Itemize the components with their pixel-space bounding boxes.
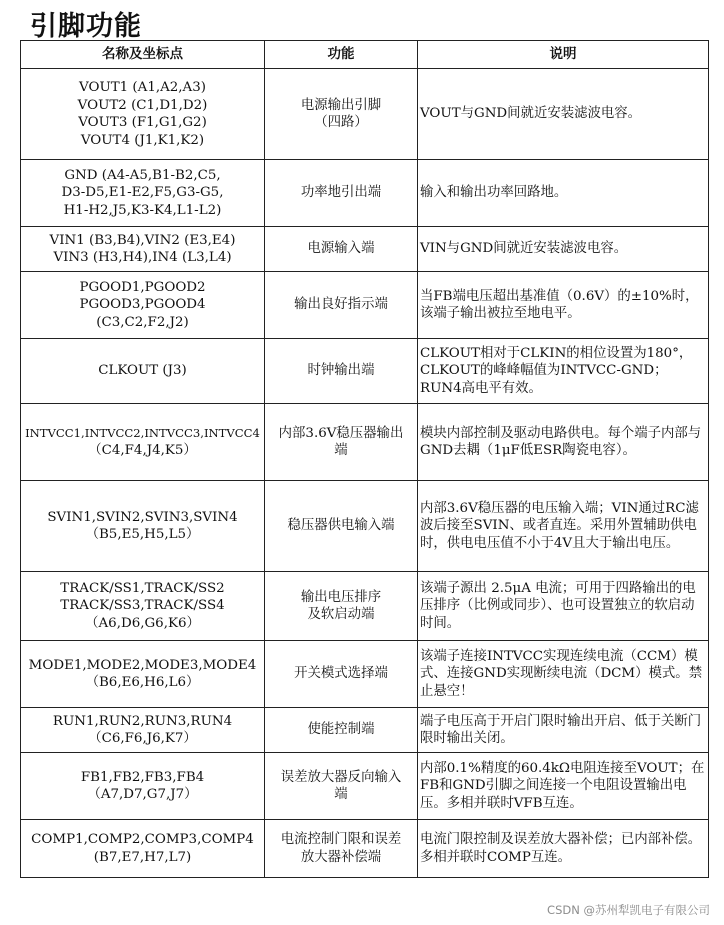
- pin-description-cell: [418, 404, 709, 481]
- pin-name-line: MODE1,MODE2,MODE3,MODE4: [28, 657, 257, 673]
- pin-name-line: RUN1,RUN2,RUN3,RUN4: [52, 713, 233, 729]
- pin-function-cell: [265, 160, 418, 227]
- table-row: [21, 641, 709, 708]
- pin-description-cell: [418, 820, 709, 878]
- pin-description-text: VOUT与GND间就近安装滤波电容。: [420, 106, 642, 122]
- pin-description-cell: [418, 69, 709, 160]
- pin-name-line: FB1,FB2,FB3,FB4: [80, 769, 205, 785]
- pin-description-cell: [418, 339, 709, 404]
- table-row: [21, 339, 709, 404]
- table-row: [21, 481, 709, 572]
- pin-function-line: 电源输出引脚: [300, 97, 382, 113]
- pin-name-line: VOUT4 (J1,K1,K2): [80, 132, 205, 148]
- pin-name-line: （A6,D6,G6,K6）: [85, 615, 200, 631]
- pin-function-line: 误差放大器反向输入: [280, 769, 402, 785]
- pin-function-cell: [265, 753, 418, 820]
- pin-description-cell: [418, 641, 709, 708]
- pin-description-cell: [418, 272, 709, 339]
- pin-name-line: VIN3 (H3,H4),IN4 (L3,L4): [53, 250, 232, 265]
- pin-description-text: 当FB端电压超出基准值（0.6V）的±10%时，该端子输出被拉至地电平。: [420, 288, 699, 321]
- pin-description-cell: [418, 572, 709, 641]
- pin-function-line: 输出电压排序: [300, 589, 382, 605]
- pin-function-line: 端: [334, 443, 348, 458]
- pin-function-line: 及软启动端: [307, 607, 375, 622]
- pin-description-text: VIN与GND间就近安装滤波电容。: [420, 241, 628, 257]
- pin-name-line: PGOOD1,PGOOD2: [79, 279, 206, 295]
- header-function: 功能: [265, 41, 418, 69]
- header-name: 名称及坐标点: [21, 41, 265, 69]
- pin-function-cell: [265, 69, 418, 160]
- pin-name-cell: [21, 272, 265, 339]
- pin-name-line: VOUT2 (C1,D1,D2): [77, 97, 208, 113]
- pin-description-cell: [418, 227, 709, 272]
- pin-function-line: （四路）: [314, 115, 368, 130]
- pin-description-text: 该端子源出 2.5μA 电流；可用于四路输出的电压排序（比例或同步）、也可设置独立的软启动时间。: [420, 580, 696, 631]
- pin-function-line: 使能控制端: [307, 722, 375, 738]
- table-row: [21, 160, 709, 227]
- table-row: [21, 272, 709, 339]
- pin-name-line: VOUT1 (A1,A2,A3): [79, 80, 206, 95]
- pin-name-line: H1-H2,J5,K3-K4,L1-L2): [63, 202, 222, 218]
- pin-name-line: （A7,D7,G7,J7）: [87, 787, 198, 802]
- pin-function-line: 端: [334, 787, 348, 802]
- table-row: [21, 404, 709, 481]
- pin-function-cell: [265, 481, 418, 572]
- pin-description-cell: [418, 708, 709, 753]
- pin-name-cell: [21, 339, 265, 404]
- table-row: [21, 227, 709, 272]
- pin-function-cell: [265, 227, 418, 272]
- pin-description-text: 内部3.6V稳压器的电压输入端；VIN通过RC滤波后接至SVIN、或者直连。采用外置辅助供电时，供电电压值不小于4V且大于输出电压。: [420, 500, 699, 551]
- pin-name-cell: [21, 572, 265, 641]
- pin-function-cell: [265, 272, 418, 339]
- pin-name-line: （C6,F6,J6,K7）: [88, 731, 197, 746]
- pin-name-line: （B5,E5,H5,L5）: [85, 527, 200, 542]
- table-row: [21, 708, 709, 753]
- pin-name-line: GND (A4-A5,B1-B2,C5,: [64, 167, 221, 183]
- pin-description-text: 内部0.1%精度的60.4kΩ电阻连接至VOUT；在FB和GND引脚之间连接一个电阻设置输出电压。多相并联时VFB互连。: [420, 760, 705, 811]
- pin-name-line: (C3,C2,F2,J2): [96, 314, 189, 330]
- table-row: [21, 820, 709, 878]
- pin-description-cell: [418, 160, 709, 227]
- pin-name-line: (B7,E7,H7,L7): [93, 849, 192, 865]
- pin-name-cell: [21, 160, 265, 227]
- pin-name-line: COMP1,COMP2,COMP3,COMP4: [31, 832, 254, 847]
- pin-description-text: 模块内部控制及驱动电路供电。每个端子内部与GND去耦（1μF低ESR陶瓷电容）。: [420, 425, 702, 458]
- pin-function-cell: [265, 820, 418, 878]
- pin-name-cell: [21, 708, 265, 753]
- pin-description-text: 端子电压高于开启门限时输出开启、低于关断门限时输出关闭。: [420, 713, 702, 746]
- pin-function-cell: [265, 708, 418, 753]
- pin-function-line: 功率地引出端: [300, 185, 382, 201]
- pin-description-text: 电流门限控制及误差放大器补偿；已内部补偿。多相并联时COMP互连。: [420, 832, 702, 865]
- pin-description-cell: [418, 753, 709, 820]
- pin-name-cell: [21, 227, 265, 272]
- pin-function-line: 内部3.6V稳压器输出: [278, 425, 404, 441]
- pin-name-cell: [21, 753, 265, 820]
- pin-name-line: D3-D5,E1-E2,F5,G3-G5,: [61, 185, 224, 201]
- pin-name-line: VOUT3 (F1,G1,G2): [78, 115, 207, 130]
- pin-function-line: 电流控制门限和误差: [280, 832, 402, 847]
- pin-name-cell: [21, 641, 265, 708]
- pin-name-line: TRACK/SS1,TRACK/SS2: [60, 580, 225, 596]
- pin-description-text: 该端子连接INTVCC实现连续电流（CCM）模式、连接GND实现断续电流（DCM）模式。禁止悬空！: [420, 648, 703, 699]
- page-title: 引脚功能: [30, 11, 142, 42]
- table-header-row: [21, 41, 709, 69]
- pin-function-line: 开关模式选择端: [294, 666, 388, 682]
- pin-name-line: PGOOD3,PGOOD4: [79, 297, 206, 313]
- pin-function-line: 输出良好指示端: [294, 297, 388, 313]
- pin-name-cell: [21, 481, 265, 572]
- pin-description-text: CLKOUT相对于CLKIN的相位设置为180°，CLKOUT的峰峰幅值为INTVCC-GND；RUN4高电平有效。: [420, 345, 693, 396]
- pin-function-table: [20, 40, 709, 878]
- pin-name-cell: [21, 820, 265, 878]
- pin-name-line: SVIN1,SVIN2,SVIN3,SVIN4: [47, 509, 238, 525]
- pin-name-cell: [21, 404, 265, 481]
- watermark: CSDN @苏州犁凯电子有限公司: [547, 903, 710, 917]
- pin-name-line: CLKOUT (J3): [98, 363, 187, 379]
- pin-name-line: （B6,E6,H6,L6）: [85, 675, 200, 690]
- pin-function-cell: [265, 572, 418, 641]
- pin-function-cell: [265, 339, 418, 404]
- pin-name-line: INTVCC1,INTVCC2,INTVCC3,INTVCC4: [25, 425, 260, 440]
- pin-function-line: 电源输入端: [307, 241, 375, 257]
- header-description: 说明: [418, 41, 709, 69]
- table-row: [21, 572, 709, 641]
- pin-description-cell: [418, 481, 709, 572]
- pin-name-line: TRACK/SS3,TRACK/SS4: [60, 598, 225, 614]
- pin-name-cell: [21, 69, 265, 160]
- pin-function-line: 放大器补偿端: [300, 849, 382, 865]
- pin-function-cell: [265, 404, 418, 481]
- pin-description-text: 输入和输出功率回路地。: [420, 185, 568, 201]
- pin-name-line: VIN1 (B3,B4),VIN2 (E3,E4): [49, 232, 236, 248]
- table-row: [21, 69, 709, 160]
- pin-function-line: 时钟输出端: [307, 363, 375, 379]
- table-row: [21, 753, 709, 820]
- pin-function-line: 稳压器供电输入端: [287, 518, 395, 534]
- pin-name-line: （C4,F4,J4,K5）: [88, 443, 197, 458]
- pin-function-cell: [265, 641, 418, 708]
